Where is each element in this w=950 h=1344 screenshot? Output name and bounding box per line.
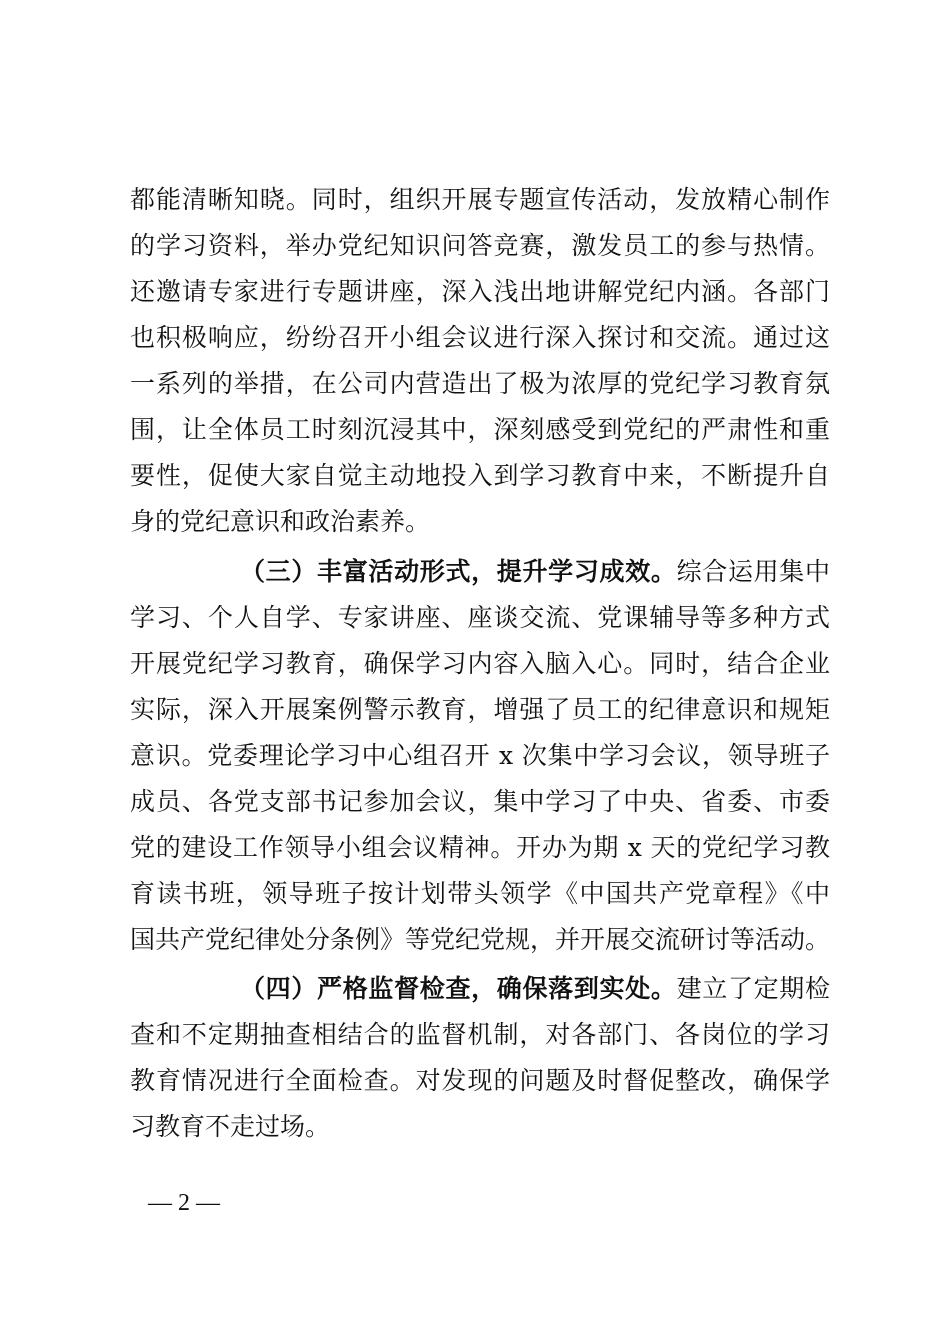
paragraph-line: 成员、各党支部书记参加会议，集中学习了中央、省委、市委 [130, 787, 830, 816]
page-number: — 2 — [148, 1190, 220, 1216]
paragraph-line: 一系列的举措，在公司内营造出了极为浓厚的党纪学习教育氛 [130, 369, 830, 398]
paragraph-line: 都能清晰知晓。同时，组织开展专题宣传活动，发放精心制作 [130, 185, 830, 214]
paragraph-line: 实际，深入开展案例警示教育，增强了员工的纪律意识和规矩 [130, 695, 830, 724]
paragraph-line: 习教育不走过场。 [130, 1112, 331, 1141]
paragraph-line: 的学习资料，举办党纪知识问答竞赛，激发员工的参与热情。 [130, 231, 830, 260]
paragraph-line: 开展党纪学习教育，确保学习内容入脑入心。同时，结合企业 [130, 649, 830, 678]
paragraph-line: 还邀请专家进行专题讲座，深入浅出地讲解党纪内涵。各部门 [130, 277, 830, 306]
paragraph-line: 育读书班，领导班子按计划带头领学《中国共产党章程》《中 [130, 879, 830, 908]
paragraph-line: 围，让全体员工时刻沉浸其中，深刻感受到党纪的严肃性和重 [130, 415, 830, 444]
section-3-heading: （三）丰富活动形式，提升学习成效。 [240, 557, 677, 586]
paragraph-line: 党的建设工作领导小组会议精神。开办为期 x 天的党纪学习教 [130, 833, 830, 862]
paragraph-line: 身的党纪意识和政治素养。 [130, 507, 431, 536]
paragraph-line: 教育情况进行全面检查。对发现的问题及时督促整改，确保学 [130, 1066, 830, 1095]
section-3-first-line [240, 549, 830, 595]
section-4-first-line-text: 建立了定期检 [676, 974, 830, 1003]
section-4-heading: （四）严格监督检查，确保落到实处。 [240, 974, 677, 1003]
paragraph-line: 也积极响应，纷纷召开小组会议进行深入探讨和交流。通过这 [130, 323, 830, 352]
paragraph-line: 查和不定期抽查相结合的监督机制，对各部门、各岗位的学习 [130, 1020, 830, 1049]
paragraph-line: 学习、个人自学、专家讲座、座谈交流、党课辅导等多种方式 [130, 603, 830, 632]
paragraph-line: 国共产党纪律处分条例》等党纪党规，并开展交流研讨等活动。 [130, 925, 830, 954]
paragraph-line: 意识。党委理论学习中心组召开 x 次集中学习会议，领导班子 [130, 741, 830, 770]
paragraph-line: 要性，促使大家自觉主动地投入到学习教育中来，不断提升自 [130, 461, 830, 490]
section-3-first-line-text: 综合运用集中 [676, 557, 830, 586]
section-4-first-line [240, 966, 830, 1012]
